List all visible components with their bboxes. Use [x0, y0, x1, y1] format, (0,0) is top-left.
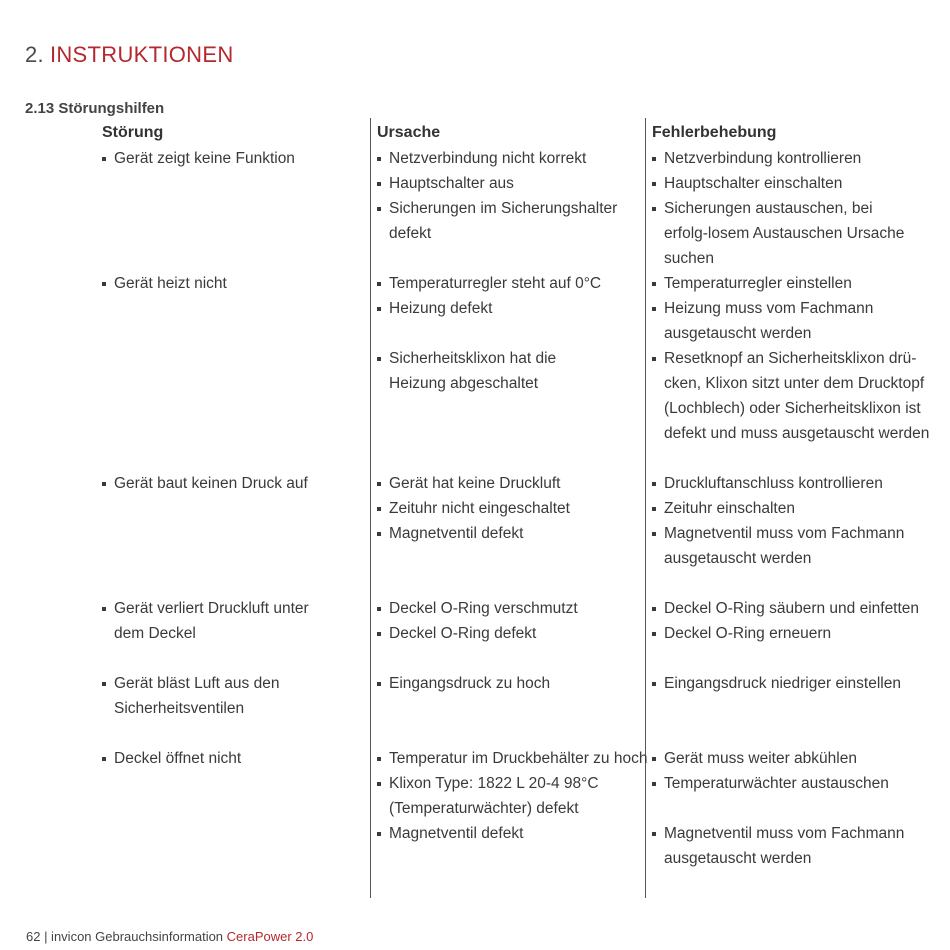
- fix-item: Deckel O-Ring erneuern: [652, 621, 926, 646]
- fix-item: Hauptschalter einschalten: [652, 171, 926, 196]
- cause-item: Netzverbindung nicht korrekt: [377, 146, 659, 171]
- cause-item: Zeituhr nicht eingeschaltet: [377, 496, 659, 521]
- fix-item: Heizung muss vom Fachmann ausgetauscht werden: [652, 296, 884, 346]
- fix-item: Zeituhr einschalten: [652, 496, 926, 521]
- cause-item: Gerät hat keine Druckluft: [377, 471, 659, 496]
- cause-item: Hauptschalter aus: [377, 171, 659, 196]
- chapter-number: 2.: [25, 42, 44, 67]
- cause-item: Temperaturregler steht auf 0°C: [377, 271, 659, 296]
- fix-item: Magnetventil muss vom Fachmann ausgetauscht werden: [652, 821, 914, 871]
- page-footer: [26, 929, 313, 944]
- fix-item: Druckluftanschluss kontrollieren: [652, 471, 926, 496]
- fix-item: Resetknopf an Sicherheitsklixon drü-cken, Klixon sitzt unter dem Drucktopf (Lochblech) oder Sicherheitsklixon ist defekt und muss ausgetauscht werden: [652, 346, 934, 446]
- chapter-title: INSTRUKTIONEN: [49, 42, 234, 67]
- fault-item: Deckel öffnet nicht: [102, 746, 384, 771]
- column-divider-1: [370, 118, 371, 898]
- cause-item: Klixon Type: 1822 L 20-4 98°C (Temperaturwächter) defekt: [377, 771, 639, 821]
- cause-item: Sicherheitsklixon hat die Heizung abgeschaltet: [377, 346, 579, 396]
- fix-item: Deckel O-Ring säubern und einfetten: [652, 596, 944, 621]
- fix-item: Eingangsdruck niedriger einstellen: [652, 671, 926, 696]
- cause-item: Heizung defekt: [377, 296, 659, 321]
- cause-item: Sicherungen im Sicherungshalter defekt: [377, 196, 629, 246]
- fault-item: Gerät heizt nicht: [102, 271, 384, 296]
- footer-product-name: CeraPower 2.0: [226, 929, 314, 944]
- footer-page-info: 62 | invicon Gebrauchsinformation: [26, 929, 224, 944]
- fault-item: Gerät bläst Luft aus den Sicherheitsventilen: [102, 671, 294, 721]
- cause-item: Eingangsdruck zu hoch: [377, 671, 659, 696]
- fault-item: Gerät zeigt keine Funktion: [102, 146, 384, 171]
- cause-item: Temperatur im Druckbehälter zu hoch: [377, 746, 651, 771]
- column-header-fix: Fehlerbehebung: [652, 124, 777, 141]
- fix-item: Temperaturwächter austauschen: [652, 771, 926, 796]
- column-header-cause: Ursache: [377, 124, 441, 141]
- column-header-fault: Störung: [102, 124, 164, 141]
- fix-item: Gerät muss weiter abkühlen: [652, 746, 926, 771]
- fix-item: Magnetventil muss vom Fachmann ausgetauscht werden: [652, 521, 914, 571]
- cause-item: Deckel O-Ring verschmutzt: [377, 596, 659, 621]
- fix-item: Netzverbindung kontrollieren: [652, 146, 926, 171]
- cause-item: Deckel O-Ring defekt: [377, 621, 659, 646]
- section-title: 2.13 Störungshilfen: [25, 100, 165, 117]
- fix-item: Temperaturregler einstellen: [652, 271, 926, 296]
- chapter-heading: [25, 42, 234, 68]
- cause-item: Magnetventil defekt: [377, 821, 659, 846]
- fault-item: Gerät verliert Druckluft unter dem Deckel: [102, 596, 324, 646]
- fault-item: Gerät baut keinen Druck auf: [102, 471, 384, 496]
- fix-item: Sicherungen austauschen, bei erfolg-losem Austauschen Ursache suchen: [652, 196, 916, 271]
- cause-item: Magnetventil defekt: [377, 521, 659, 546]
